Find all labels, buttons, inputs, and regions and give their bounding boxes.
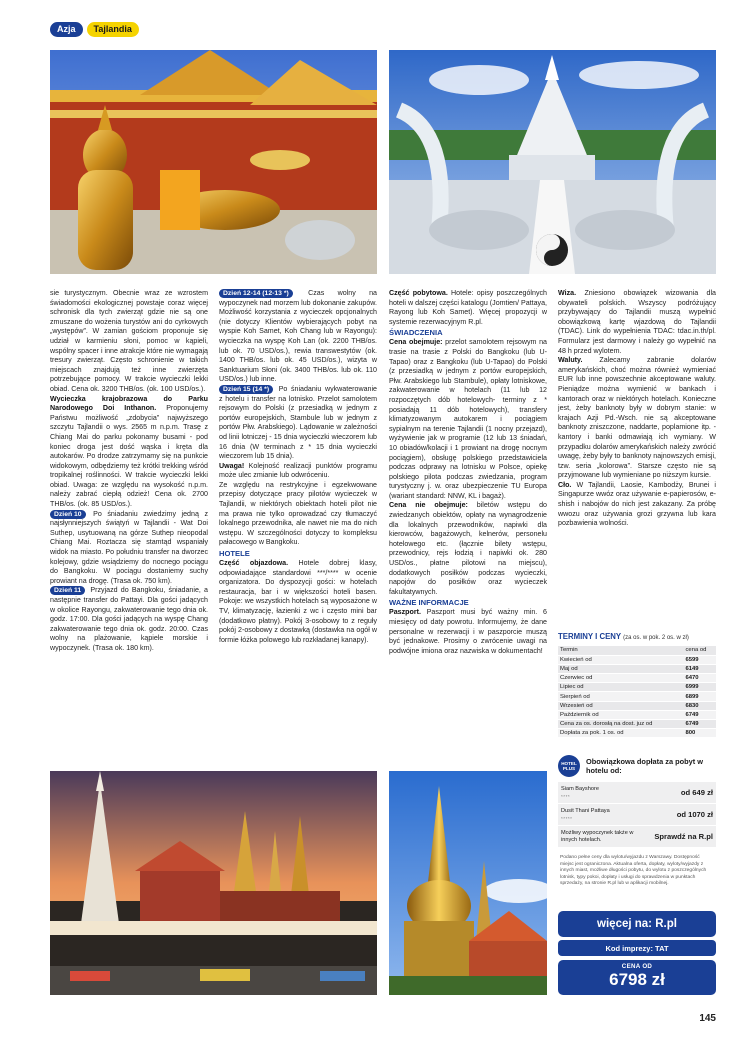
price-from-box (558, 960, 716, 995)
hotel-stars: **** (561, 793, 571, 799)
list-item (558, 782, 716, 804)
table-row-extra-bed (558, 720, 716, 729)
pilot-restrictions-text: Ze względu na restrykcyjne i egzekwowane przepisy dotyczące pracy pilotów wycieczek w Tajlandii, w niektórych obiektach hoteli pilot nie ma prawa nie tylko oprowadzać czy tłumaczyć lokalnego przewodnika, ale nawet nie ma do nich wstępu. W szczególności dotyczy to kompleksu pałacowego w Bangkoku. (219, 480, 377, 547)
hotel-price: od 1070 zł (676, 810, 713, 819)
extra-bed-price: 6749 (683, 720, 716, 729)
day-11-text: Przyjazd do Bangkoku, śniadanie, a następnie transfer do Pattayi. Dla gości jadących w okolice Rayongu, zakwaterowanie tego dnia ok. godz. 17:00. Dla gości jadących na wyspę Chang zakwaterowanie tego dnia ok. godz. 20:00. Czas wolny na plażowanie, kąpiele morskie i wypoczynek. (Trasa ok. 180 km). (50, 586, 208, 652)
czesc-pobytowa-paragraph (389, 289, 547, 327)
waluty-text: Zalecamy zabranie dolarów amerykańskich, choć można również wymieniać EUR lub inne powszechnie akceptowane waluty. Pieniądze można wymienić w bankach i kantorach oraz w niektórych hotelach. Konieczne jest, żeby banknoty były w dobrym stanie: w krajach Azji Pd.-Wsch. nie są akceptowane banknoty zniszczone, naddarte, poplamione itp. - kantory i banki odmawiają ich wymiany. W przypadku dolarów amerykańskich należy zwrócić uwagę, żeby były to banknoty najnowszych emisji, tzw. seria „kolorowa”. Starsze często nie są przyjmowane lub wymieniane po niższym kursie. (558, 356, 716, 480)
paszport-text: Paszport musi być ważny min. 6 miesięcy od daty powrotu. Informujemy, że dane personalne w rezerwacji i w paszporcie muszą być jednakowe. Prosimy o zwrócenie uwagi na podwójne imiona oraz nazwiska w dokumentach! (389, 608, 547, 655)
region-tag-asia[interactable]: Azja (50, 22, 83, 37)
region-tag-thailand[interactable]: Tajlandia (87, 22, 139, 37)
prices-table (558, 646, 716, 738)
hotel-name: Dusit Thani Pattaya (561, 807, 610, 814)
czesc-objazdowa-heading: Część objazdowa. (219, 559, 289, 568)
day-12-14-text: Czas wolny na wypoczynek nad morzem lub dokonanie zakupów. Możliwość korzystania z wycieczek opcjonalnych (nie dotyczy Klientów wybierających pobyt na wyspie Koh Samet, Koh Chang lub w Rayongu): wycieczka na wyspę Koh Lan (ok. 2200 THB/os. lub ok. 70 USD/os.), rewia transwestytów (ok. 1400 THB/os. lub ok. 45 USD/os.), wizyta w Sanktuarium Słoni (ok. 3400 THB/os. lub ok. 110 USD/os.) lub inne. (219, 289, 377, 384)
list-item (558, 826, 716, 848)
elephant-sanctuary-text: sie turystycznym. Obecnie wraz ze wzrostem świadomości ekologicznej powstaje coraz więcej schronisk dla tych zwierząt gdzie nie są one zmuszane do wożenia turystów ani do cyrkowych „występów”. W zamian gościom proponuje się udział w karmieniu słoni, pomoc w kąpieli, wspólny spacer i inne atrakcje które nie wymagają tresury zwierząt. Często schronienie w takich miejscach znajdują też inne zwierzęta potrzebujące pomocy. W trakcie wycieczki lekki obiad. Cena ok. 3200 THB/os. (ok. 100 USD/os.). (50, 289, 208, 393)
cena-obejmuje-heading: Cena obejmuje: (389, 338, 443, 347)
doi-inthanon-heading: Wycieczka krajobrazowa do Parku Narodowego Doi Inthanon. (50, 394, 208, 413)
info-column-4 (558, 289, 716, 529)
photo-golden-chedi (389, 771, 547, 995)
hotel-name: Możliwy wypoczynek także w innych hotelach. (561, 829, 634, 843)
col-month-header: Termin (558, 646, 683, 655)
czesc-objazdowa-text: Hotele dobrej klasy, odpowiadające standardowi ***/**** w ocenie organizatora. Do dyspozycji gości: w hotelach restauracja, bar i w większości hoteli basen. Pokoje: we wszystkich hotelach są wyposażone w TV, klimatyzację, łazienki z wc i często mini bar (dodatkowo płatny). Pokój 3-osobowy to z reguły pokój 2-osobowy z dostawką (dostawka na ogół w formie łóżka polowego lub rozkładanej kanapy). (219, 559, 377, 644)
hotel-name-cell (561, 786, 641, 800)
table-row (558, 701, 716, 710)
wiza-heading: Wiza. (558, 289, 577, 297)
single-room-price: 800 (683, 729, 716, 738)
hotel-price: od 649 zł (680, 788, 713, 797)
trip-code-label: Kod imprezy: TAT (558, 940, 716, 956)
price-disclaimer: Podano pełne ceny dla wylotu/wyjazdu z Warszawy. Dostępność miejsc jest ograniczona. Aktualna oferta, dopłaty, wyloty/wyjazdy z innych miast, możliwe długości pobytu, do wylotu z poszczególnych lotnisk, typy pokoi, dopłaty i usługi do sprawdzenia w punktach sprzedaży, na stronie R.pl lub w aplikacji mobilnej. (560, 855, 707, 887)
region-tags (50, 22, 139, 37)
doi-inthanon-paragraph (50, 395, 208, 510)
waluty-paragraph (558, 356, 716, 481)
price-from-label: CENA OD (621, 963, 653, 970)
day-15-text: Po śniadaniu wykwaterowanie z hotelu i transfer na lotnisko. Przelot samolotem rejsowym do Polski (z przesiadką w jednym z portów europejskich, Stambule lub w jednym z portów Płw. Arabskiego). Lądowanie w zależności od linii lotniczej - 15 dnia wycieczki wieczorem lub 16 dnia (W terminach z * 15 dnia wycieczki wieczorem lub 15 dnia). (219, 384, 377, 461)
page-number: 145 (699, 1013, 716, 1024)
photo-grand-palace-sunset (50, 771, 377, 995)
uwaga-paragraph (219, 462, 377, 481)
waluty-heading: Waluty. (558, 356, 583, 365)
row-month: Lipiec od (558, 683, 683, 692)
row-month: Maj od (558, 664, 683, 673)
table-row (558, 710, 716, 719)
day-10-badge: Dzień 10 (50, 510, 86, 519)
list-item (558, 804, 716, 826)
row-price: 6999 (683, 683, 716, 692)
hotel-supplement-header (558, 752, 716, 780)
row-month: Październik od (558, 710, 683, 719)
hotel-supplement-title: Obowiązkowa dopłata za pobyt w hotelu od: (586, 757, 704, 775)
row-price: 6749 (683, 710, 716, 719)
czesc-objazdowa-paragraph (219, 559, 377, 645)
wiza-text: Zniesiono obowiązek wizowania dla obywateli polskich. Wszyscy podróżujący przybywający do Tajlandii muszą wypełnić obowiązkową kartę wjazdową do Tajlandii (TDAC). Link do wypełnienia TDAC: tdac.in.th/pl. Formularz jest darmowy i należy go wypełnić na 48 h przed wylotem. (558, 289, 716, 355)
col-price-header: cena od (683, 646, 716, 655)
row-month: Czerwiec od (558, 674, 683, 683)
clo-paragraph (558, 481, 716, 529)
doi-inthanon-text: Proponujemy Państwu możliwość „zdobycia” najwyższego szczytu Tajlandii o wys. 2565 m n.p.m. Trasę z Chiang Mai do parku pokonamy busami - pod koniec droga jest dość wąska i kręta dla autokarów. Po drodze zatrzymamy się na punkcie widokowym, odbędziemy też krótki trekking wśród tropikalnej roślinności. W trakcie wycieczki lekki obiad. Uwaga: ze względu na wysokość n.p.m. należy zabrać ciepłą odzież! Cena ok. 2700 THB/os. (ok. 85 USD/os.). (50, 404, 208, 509)
more-info-button[interactable]: więcej na: R.pl (558, 911, 716, 937)
paszport-heading: Paszport. (389, 608, 421, 617)
czesc-pobytowa-text: Hotele: opisy poszczególnych hoteli w dalszej części katalogu (Jomtien/ Pattaya, Rayong lub Koh Samet). Więcej propozycji w systemie rezerwacyjnym R.pl. (389, 289, 547, 326)
cena-nie-obejmuje-paragraph (389, 501, 547, 597)
hotel-name-cell (561, 830, 641, 844)
row-month: Kwiecień od (558, 655, 683, 664)
check-price-link[interactable]: Sprawdź na R.pl (654, 832, 713, 841)
extra-bed-label: Cena za os. dorosłą na dost. juz od (558, 720, 683, 729)
table-row (558, 674, 716, 683)
table-row (558, 655, 716, 664)
table-row (558, 692, 716, 701)
swiadczenia-section-title: ŚWIADCZENIA (389, 328, 443, 338)
day-15-badge: Dzień 15 (14 *) (219, 385, 273, 394)
hotel-plus-badge-icon: HOTEL PLUS (558, 755, 580, 777)
czesc-pobytowa-heading: Część pobytowa. (389, 289, 448, 297)
prices-table-header (558, 646, 716, 655)
hotel-name-cell (561, 808, 641, 822)
cena-obejmuje-paragraph (389, 338, 547, 501)
paszport-paragraph (389, 608, 547, 656)
wiza-paragraph (558, 289, 716, 356)
photo-white-temple (389, 50, 716, 274)
day-11-paragraph (50, 586, 208, 653)
wazne-informacje-section-title: WAŻNE INFORMACJE (389, 598, 469, 608)
prices-title-text: TERMINY I CENY (558, 632, 621, 641)
table-row (558, 683, 716, 692)
prices-block (558, 631, 716, 738)
row-price: 6599 (683, 655, 716, 664)
day-12-14-paragraph (219, 289, 377, 385)
prices-title (558, 631, 716, 644)
price-from-value: 6798 zł (609, 970, 665, 989)
hotel-supplement-list (558, 782, 716, 848)
itinerary-column-1 (50, 289, 208, 654)
day-10-text: Po śniadaniu zwiedzimy jedną z najsłynniejszych świątyń w Tajlandii - Wat Doi Suthep, usytuowaną na górze Suthep nieopodal Chiang Mai. Roztacza się stamtąd wspaniały widok na miasto. Po południu transfer na dworzec kolejowy, gdzie wsiądziemy do nocnego pociągu do Bangkoku. W pociągu dostaniemy suchy prowiant na drogę. (Trasa ok. 750 km). (50, 509, 208, 585)
day-15-paragraph (219, 385, 377, 462)
clo-heading: Cło. (558, 480, 572, 489)
cena-nie-obejmuje-text: biletów wstępu do zwiedzanych obiektów, opłaty na wynagrodzenie dla lokalnych przewodników, napiwki dla kierowców, bagażowych, kelnerów, personelu hotelowego etc. (łącznie bilety wstępu, przewodnicy, rejs łodzią i napiwki ok. 280 USD/os., płatne pilotowi na miejscu), dodatkowych posiłków podczas wycieczki, napojów do posiłków oraz wycieczek fakultatywnych. (389, 501, 547, 596)
cena-nie-obejmuje-heading: Cena nie obejmuje: (389, 501, 468, 510)
row-price: 6149 (683, 664, 716, 673)
row-month: Sierpień od (558, 692, 683, 701)
uwaga-text: Kolejność realizacji punktów programu może ulec zmianie lub odwróceniu. (219, 461, 377, 480)
photo-golden-buddha-temple (50, 50, 377, 274)
day-12-14-badge: Dzień 12-14 (12-13 *) (219, 289, 293, 298)
info-column-3 (389, 289, 547, 656)
row-price: 6470 (683, 674, 716, 683)
day-10-paragraph (50, 510, 208, 587)
cena-obejmuje-text: przelot samolotem rejsowym na trasie na trasie z Polski do Bangkoku (lub U-Tapao) oraz z Bangkoku (lub U-Tapao) do Polski (z przesiadką w jednym z portów europejskich, Płw. Arabskiego lub Stambule), opłaty lotniskowe, zakwaterowanie w hotelach (11 lub 12 rozpoczętych dób hotelowych- terminy z * posiadają 11 dób hotelowych), transfery klimatyzowanym autokarem i pociągiem sypialnym na terenie Tajlandii (1 nocny przejazd), wyżywienie jak w programie (12 lub 13 śniadań, 10 obiadów/kolacji i 1 prowiant na drogę nocnym pociągiem), obsługę polskiego przedstawiciela podczas odprawy na lotnisku w Polsce, opiekę polskiego pilota podczas zwiedzania, program turystyczny j. w. oraz ubezpieczenie TU Europa (wariant standard: NNW, KL i bagaż). (389, 338, 547, 500)
table-row-single (558, 729, 716, 738)
row-month: Wrzesień od (558, 701, 683, 710)
itinerary-column-2 (219, 289, 377, 645)
single-room-label: Dopłata za pok. 1 os. od (558, 729, 683, 738)
row-price: 6830 (683, 701, 716, 710)
hotel-stars: ***** (561, 815, 573, 821)
hotel-name: Siam Bayshore (561, 785, 599, 792)
table-row (558, 664, 716, 673)
row-price: 6899 (683, 692, 716, 701)
day-11-badge: Dzień 11 (50, 586, 85, 595)
clo-text: W Tajlandii, Laosie, Kambodży, Brunei i Singapurze wwóz oraz używanie e-papierosów, e-shish i nabojów do nich jest zakazany. Za próbę wwozu oraz używania grozi grzywna lub kara pozbawienia wolności. (558, 480, 716, 528)
uwaga-heading: Uwaga! (219, 461, 245, 470)
prices-subtitle: (za os. w pok. 2 os. w zł) (623, 635, 689, 641)
hotele-section-title: HOTELE (219, 549, 250, 559)
